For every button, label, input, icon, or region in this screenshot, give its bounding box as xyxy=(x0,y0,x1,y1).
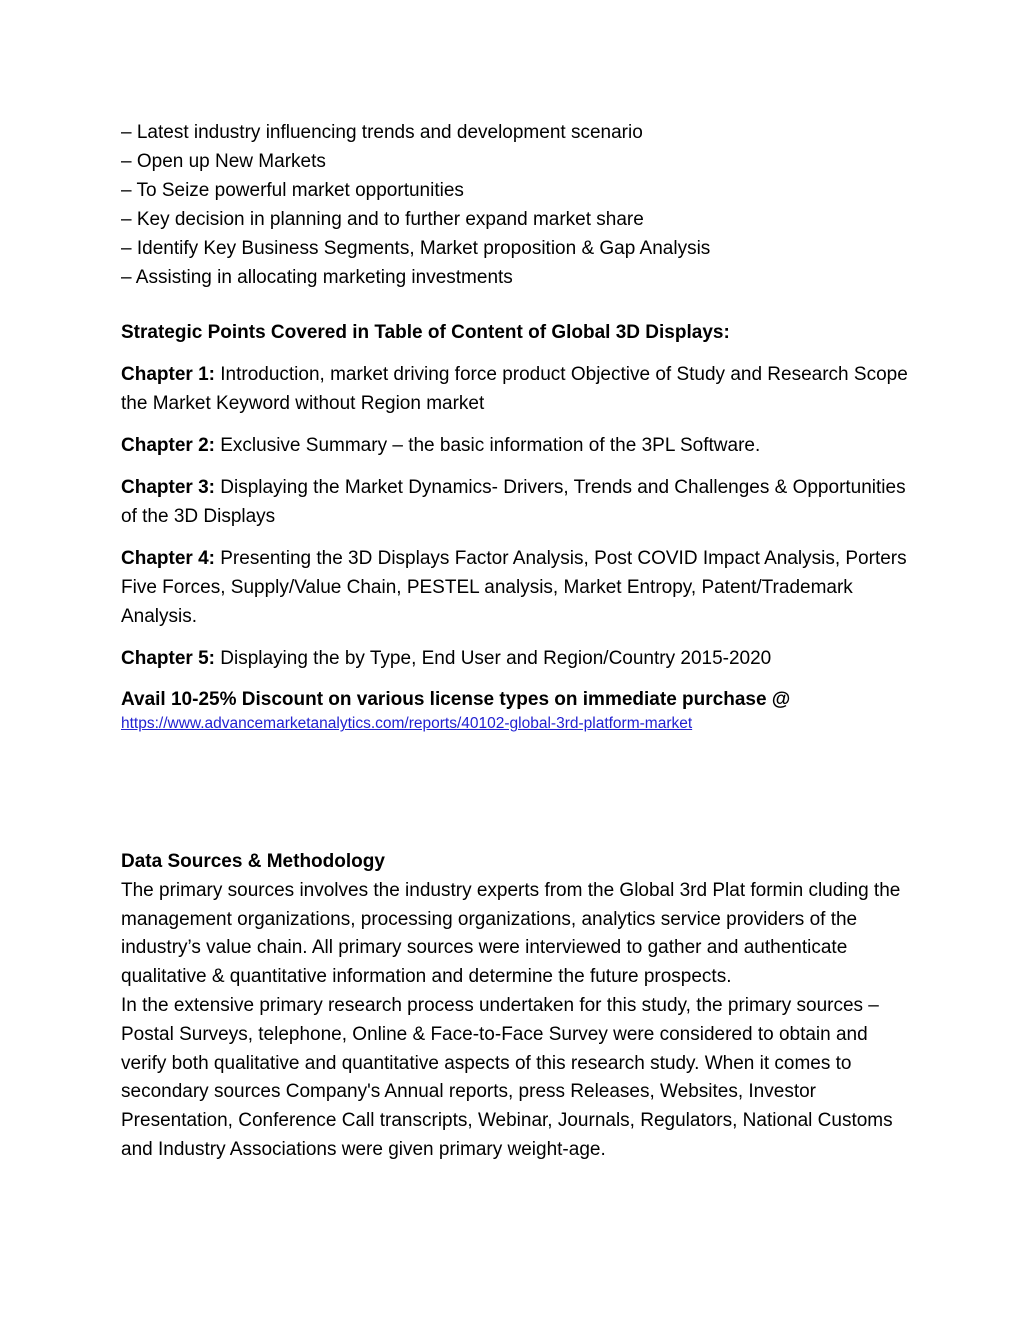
list-item: – Assisting in allocating marketing investments xyxy=(121,266,513,288)
chapter-4 xyxy=(121,545,911,632)
report-link[interactable]: https://www.advancemarketanalytics.com/reports/40102-global-3rd-platform-market xyxy=(121,715,693,733)
benefits-list xyxy=(121,119,911,292)
chapter-text: Exclusive Summary – the basic information of the 3PL Software. xyxy=(214,435,761,457)
chapter-1 xyxy=(121,361,911,419)
chapter-text: Introduction, market driving force product Objective of Study and Research Scope the Market Keyword without Region market xyxy=(121,364,908,415)
document-content xyxy=(121,119,911,733)
list-item: – Latest industry influencing trends and development scenario xyxy=(121,122,643,143)
methodology-section xyxy=(121,848,911,1165)
chapter-text: Displaying the Market Dynamics- Drivers, Trends and Challenges & Opportunities of the 3D Displays xyxy=(121,477,906,527)
discount-text: Avail 10-25% Discount on various license types on immediate purchase @ xyxy=(121,688,791,710)
toc-heading: Strategic Points Covered in Table of Content of Global 3D Displays: xyxy=(121,322,730,344)
chapter-label: Chapter 5: xyxy=(121,647,215,669)
methodology-paragraph-1: The primary sources involves the industry experts from the Global 3rd Plat formin cluding the management organizations, processing organizations, analytics service providers of the industry’s value chain. All primary sources were interviewed to gather and authenticate qualitative & quantitative information and determine the future prospects. xyxy=(121,879,901,988)
methodology-paragraph-2: In the extensive primary research process undertaken for this study, the primary sources – Postal Surveys, telephone, Online & Face-to-Face Survey were considered to obtain and verify both qualitative and quantitative aspects of this research study. When it comes to secondary sources Company's Annual reports, press Releases, Websites, Investor Presentation, Conference Call transcripts, Webinar, Journals, Regulators, National Customs and Industry Associations were given primary weight-age. xyxy=(121,994,893,1160)
chapter-3 xyxy=(121,474,911,532)
discount-offer xyxy=(121,686,911,734)
chapter-label: Chapter 4: xyxy=(121,547,215,569)
chapter-label: Chapter 2: xyxy=(121,435,215,457)
chapter-text: Presenting the 3D Displays Factor Analysis, Post COVID Impact Analysis, Porters Five Forces, Supply/Value Chain, PESTEL analysis, Market Entropy, Patent/Trademark Analysis. xyxy=(121,547,907,627)
chapter-2 xyxy=(121,432,911,461)
chapter-text: Displaying the by Type, End User and Region/Country 2015-2020 xyxy=(214,647,772,669)
methodology-heading: Data Sources & Methodology xyxy=(121,851,385,872)
chapter-label: Chapter 3: xyxy=(121,477,215,499)
list-item: – Open up New Markets xyxy=(121,150,326,172)
list-item: – Key decision in planning and to further expand market share xyxy=(121,208,644,230)
chapter-5 xyxy=(121,645,911,674)
list-item: – To Seize powerful market opportunities xyxy=(121,179,464,201)
list-item: – Identify Key Business Segments, Market proposition & Gap Analysis xyxy=(121,237,711,259)
chapter-label: Chapter 1: xyxy=(121,364,215,386)
